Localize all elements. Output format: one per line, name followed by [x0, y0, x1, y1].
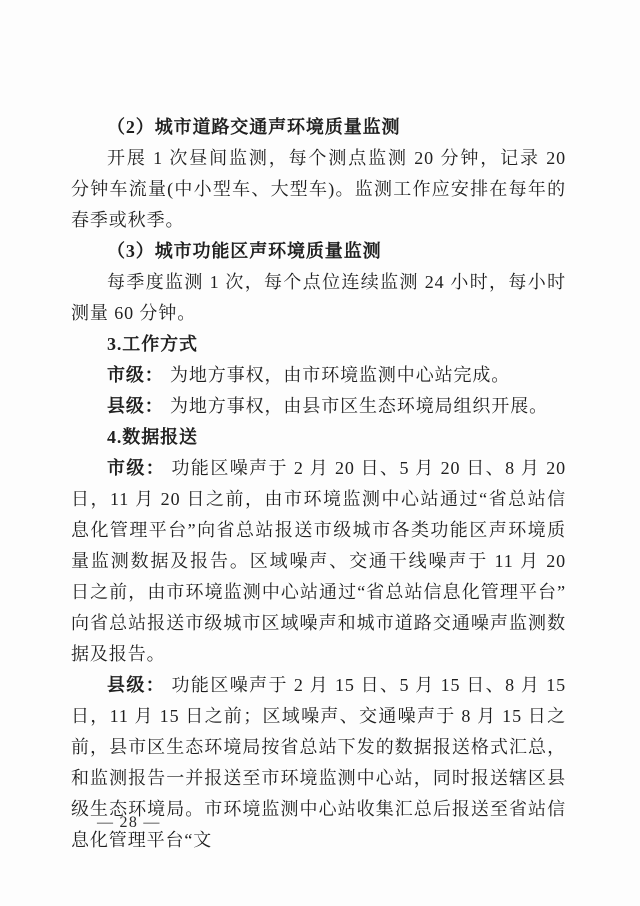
- heading-data-reporting: 4.数据报送: [107, 427, 198, 447]
- paragraph-road-traffic-noise-details: 开展 1 次昼间监测，每个测点监测 20 分钟，记录 20 分钟车流量(中小型车、大型车)。监测工作应安排在每年的春季或秋季。: [71, 148, 566, 230]
- heading-functional-area-noise-monitoring: （3）城市功能区声环境质量监测: [107, 241, 382, 261]
- city-level-reporting-text: 功能区噪声于 2 月 20 日、5 月 20 日、8 月 20 日，11 月 20 日之前，由市环境监测中心站通过“省总站信息化管理平台”向省总站报送市级城市各类功能区声环境质量监测数据及报告。区域噪声、交通干线噪声于 11 月 20 日之前，由市环境监测中心站通过“省总站信息化管理平台”向省总站报送市级城市区域噪声和城市道路交通噪声监测数据及报告。: [71, 458, 566, 664]
- city-level-text: 为地方事权，由市环境监测中心站完成。: [170, 365, 511, 385]
- paragraph-data-reporting-city-level: [71, 453, 566, 670]
- county-level-label: 县级：: [107, 675, 166, 695]
- heading-work-method: 3.工作方式: [107, 334, 198, 354]
- county-level-reporting-text: 功能区噪声于 2 月 15 日、5 月 15 日、8 月 15 日，11 月 15 日之前；区域噪声、交通噪声于 8 月 15 日之前，县市区生态环境局按省总站下发的数据报送格式汇总，和监测报告一并报送至市环境监测中心站，同时报送辖区县级生态环境局。市环境监测中心站收集汇总后报送至省站信息化管理平台“文: [71, 675, 566, 850]
- county-level-label: 县级：: [107, 396, 164, 416]
- city-level-label: 市级：: [107, 458, 166, 478]
- paragraph-functional-area-noise-details: 每季度监测 1 次，每个点位连续监测 24 小时，每小时测量 60 分钟。: [71, 272, 566, 323]
- paragraph-work-method-county-level: [71, 391, 566, 422]
- document-body: [71, 112, 566, 856]
- city-level-label: 市级：: [107, 365, 164, 385]
- page-number: — 28 —: [97, 814, 161, 831]
- paragraph-work-method-city-level: [71, 360, 566, 391]
- heading-road-traffic-noise-monitoring: （2）城市道路交通声环境质量监测: [107, 117, 401, 137]
- county-level-text: 为地方事权，由县市区生态环境局组织开展。: [170, 396, 548, 416]
